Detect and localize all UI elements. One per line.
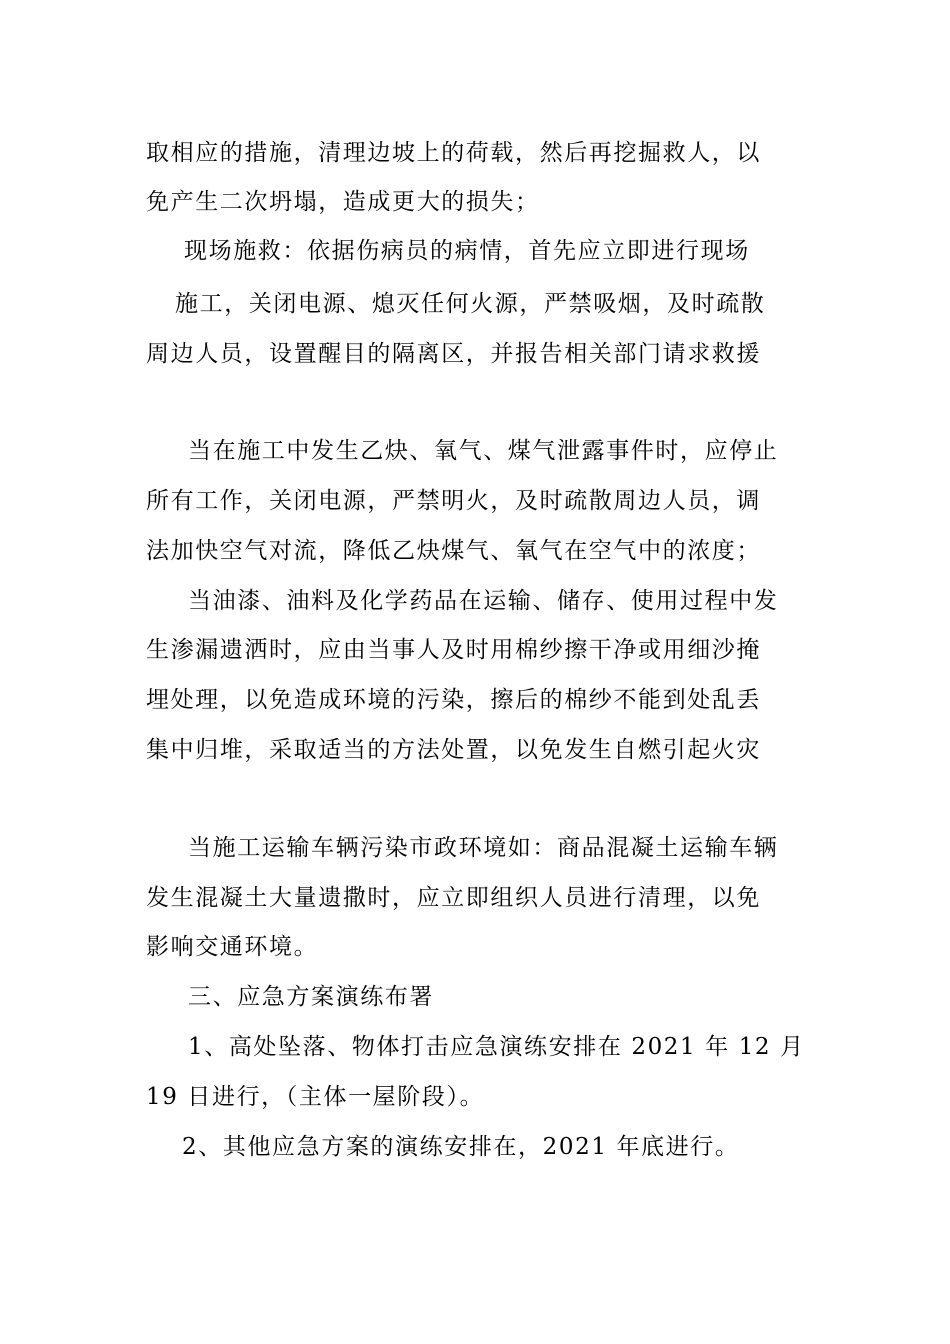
list-item: 2、其他应急方案的演练安排在，2021 年底进行。: [182, 1134, 740, 1160]
text-line: 集中归堆，采取适当的方法处置，以免发生自燃引起火灾: [146, 737, 761, 763]
text-line: 生渗漏遗洒时，应由当事人及时用棉纱擦干净或用细沙掩: [146, 637, 761, 663]
text-line: 现场施救：依据伤病员的病情，首先应立即进行现场: [184, 238, 750, 264]
text-line: 发生混凝土大量遗撒时，应立即组织人员进行清理，以免: [146, 885, 761, 911]
text-line: 埋处理，以免造成环境的污染，擦后的棉纱不能到处乱丢: [146, 687, 761, 713]
section-heading: 三、应急方案演练布署: [188, 984, 434, 1010]
text-line: 所有工作，关闭电源，严禁明火，及时疏散周边人员，调: [146, 488, 761, 514]
text-line: 19 日进行，（主体一屋阶段）。: [146, 1084, 485, 1110]
text-line: 影响交通环境。: [146, 934, 319, 960]
text-line: 免产生二次坍塌，造成更大的损失；: [146, 189, 540, 215]
text-line: 施工，关闭电源、熄灭任何火源，严禁吸烟，及时疏散: [175, 291, 766, 317]
text-line: 当油漆、油料及化学药品在运输、储存、使用过程中发: [188, 588, 779, 614]
text-line: 当施工运输车辆污染市政环境如：商品混凝土运输车辆: [188, 835, 779, 861]
text-line: 法加快空气对流，降低乙炔煤气、氧气在空气中的浓度；: [146, 538, 761, 564]
text-line: 当在施工中发生乙炔、氧气、煤气泄露事件时，应停止: [188, 438, 779, 464]
text-line: 取相应的措施，清理边坡上的荷载，然后再挖掘救人，以: [146, 140, 761, 166]
list-item: 1、高处坠落、物体打击应急演练安排在 2021 年 12 月: [188, 1034, 805, 1060]
text-line: 周边人员，设置醒目的隔离区，并报告相关部门请求救援: [146, 341, 761, 367]
